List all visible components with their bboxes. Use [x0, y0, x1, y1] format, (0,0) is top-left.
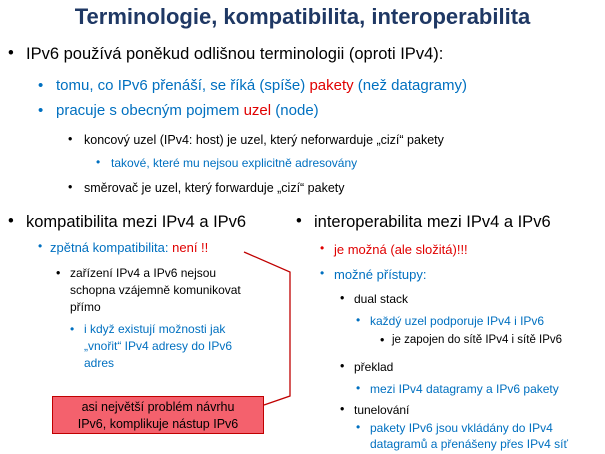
node-definition: koncový uzel (IPv4: host) je uzel, který neforwarduje „cizí“ pakety: [84, 133, 444, 147]
term-node-c: (node): [271, 102, 319, 119]
dual-stack-sub2: je zapojen do sítě IPv4 i sítě IPv6: [392, 334, 563, 346]
bullet-dot: •: [38, 239, 43, 253]
devices-line-2: schopna vzájemně komunikovat: [70, 283, 241, 297]
devices-line-3: přímo: [70, 300, 101, 314]
devices-line-1: zařízení IPv4 a IPv6 nejsou: [70, 266, 217, 280]
bullet-dot: •: [296, 212, 302, 230]
bullet-dot: •: [340, 359, 345, 373]
backward-compat-label: zpětná kompatibilita:: [50, 240, 173, 255]
bullet-dot: •: [8, 212, 14, 230]
tunneling: tunelování: [354, 403, 410, 417]
bullet-dot: •: [38, 102, 44, 119]
term-packets-a: tomu, co IPv6 přenáší, se říká (spíše): [56, 77, 310, 94]
bullet-dot: •: [70, 322, 75, 336]
router-definition: směrovač je uzel, který forwarduje „cizí“ pakety: [84, 181, 345, 195]
tunneling-sub-1: pakety IPv6 jsou vkládány do IPv4: [370, 421, 553, 435]
translation-sub: mezi IPv4 datagramy a IPv6 pakety: [370, 382, 559, 396]
interop-possible-b: (ale složitá)!!!: [386, 242, 468, 257]
intro-text: IPv6 používá poněkud odlišnou terminologii (oproti IPv4):: [26, 45, 444, 63]
callout-box: [52, 396, 264, 434]
term-packets-c: (než datagramy): [353, 77, 468, 94]
bullet-dot: •: [68, 132, 73, 146]
bullet-dot: •: [68, 180, 73, 194]
dual-stack: dual stack: [354, 292, 409, 306]
bullet-dot: •: [356, 313, 361, 327]
term-packets-b: pakety: [309, 77, 354, 94]
bullet-dot: •: [38, 77, 44, 94]
approaches-label: možné přístupy:: [334, 267, 427, 282]
bullet-dot: •: [340, 291, 345, 305]
bullet-dot: •: [56, 266, 61, 280]
compat-heading: kompatibilita mezi IPv4 a IPv6: [26, 213, 247, 231]
backward-compat-value: není !!: [172, 240, 209, 255]
even-line-1: i když existují možnosti jak: [84, 322, 226, 336]
bullet-dot: •: [356, 420, 361, 434]
even-line-3: adres: [84, 356, 115, 370]
tunneling-sub-2: datagramů a přenášeny přes IPv4 síť: [370, 437, 568, 451]
bullet-dot: •: [320, 266, 325, 280]
term-node-b: uzel: [243, 102, 272, 119]
bullet-dot: •: [8, 44, 14, 62]
bullet-dot: •: [320, 241, 325, 255]
slide-title: Terminologie, kompatibilita, interoperabilita: [74, 4, 531, 29]
callout-line-2: IPv6, komplikuje nástup IPv6: [77, 417, 239, 431]
term-node-a: pracuje s obecným pojmem: [56, 102, 244, 119]
bullet-dot: •: [356, 381, 361, 395]
callout-line-1: asi největší problém návrhu: [81, 400, 235, 414]
bullet-dot: •: [96, 155, 101, 169]
dual-stack-sub: každý uzel podporuje IPv4 i IPv6: [370, 314, 545, 328]
interop-possible-a: je možná: [334, 242, 387, 257]
bullet-dot: •: [340, 402, 345, 416]
node-subdefinition: takové, které mu nejsou explicitně adresovány: [111, 156, 358, 170]
even-line-2: „vnořit“ IPv4 adresy do IPv6: [84, 339, 233, 353]
bullet-dot: •: [380, 333, 385, 347]
interop-heading: interoperabilita mezi IPv4 a IPv6: [314, 213, 551, 231]
translation: překlad: [354, 360, 394, 374]
